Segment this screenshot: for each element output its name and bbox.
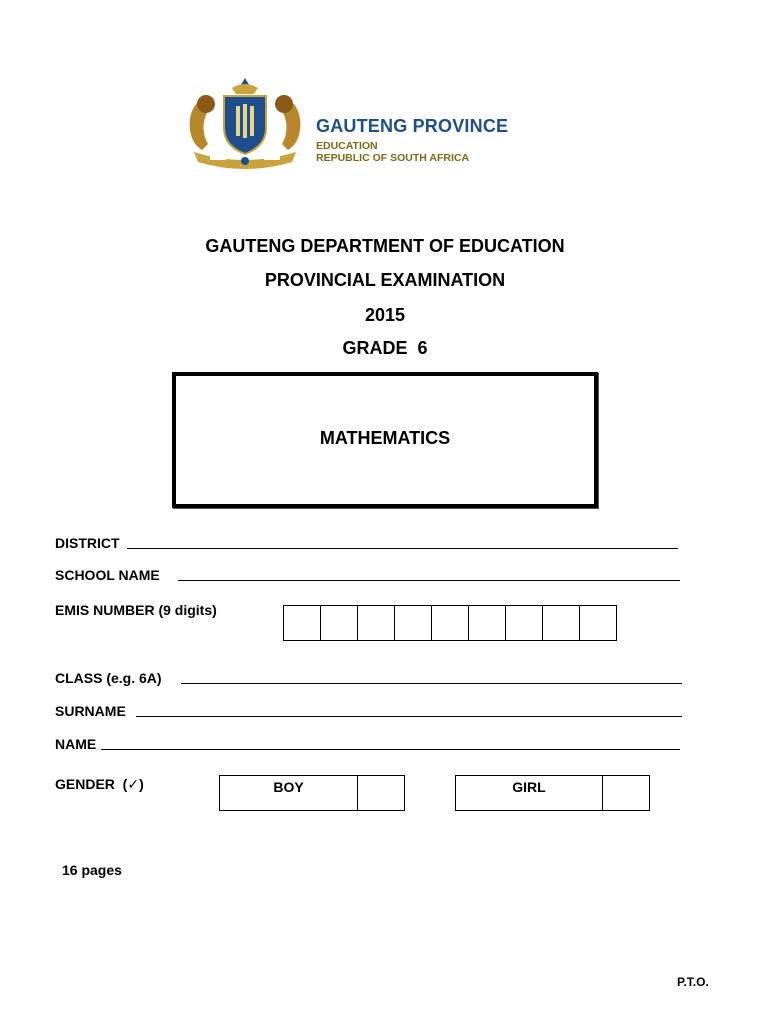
surname-field[interactable] <box>136 716 682 717</box>
logo-province-name: GAUTENG PROVINCE <box>316 116 509 136</box>
district-field[interactable] <box>127 548 678 549</box>
emis-cell[interactable] <box>395 606 432 640</box>
logo-country: REPUBLIC OF SOUTH AFRICA <box>316 152 470 164</box>
grade-title: GRADE 6 <box>342 338 428 358</box>
page-count: 16 pages <box>62 862 122 878</box>
gender-label: GENDER (✓) <box>55 776 144 792</box>
emis-cell[interactable] <box>432 606 469 640</box>
coat-of-arms-icon <box>180 74 310 174</box>
emis-cell[interactable] <box>506 606 543 640</box>
surname-label: SURNAME <box>55 703 126 719</box>
emis-cell[interactable] <box>358 606 395 640</box>
emis-cell[interactable] <box>321 606 358 640</box>
school-name-label: SCHOOL NAME <box>55 567 160 583</box>
please-turn-over: P.T.O. <box>677 975 709 989</box>
girl-option <box>455 775 650 811</box>
school-name-field[interactable] <box>178 580 680 581</box>
district-label: DISTRICT <box>55 535 120 551</box>
subject-box <box>172 372 598 508</box>
class-field[interactable] <box>181 683 682 684</box>
boy-label: BOY <box>220 776 358 810</box>
girl-label: GIRL <box>456 776 603 810</box>
exam-title: PROVINCIAL EXAMINATION <box>264 270 506 290</box>
emis-cell[interactable] <box>543 606 580 640</box>
boy-tick-box[interactable] <box>358 776 404 810</box>
class-label: CLASS (e.g. 6A) <box>55 670 162 686</box>
name-field[interactable] <box>101 749 680 750</box>
department-title: GAUTENG DEPARTMENT OF EDUCATION <box>205 236 565 256</box>
emis-cell[interactable] <box>469 606 506 640</box>
subject-title: MATHEMATICS <box>319 428 451 448</box>
boy-option <box>219 775 405 811</box>
emis-cell[interactable] <box>284 606 321 640</box>
name-label: NAME <box>55 736 97 752</box>
girl-tick-box[interactable] <box>603 776 649 810</box>
emis-label: EMIS NUMBER (9 digits) <box>55 602 217 618</box>
emis-boxes <box>283 605 617 641</box>
emis-cell[interactable] <box>580 606 616 640</box>
exam-year: 2015 <box>364 305 406 325</box>
logo-department: EDUCATION <box>316 140 378 152</box>
